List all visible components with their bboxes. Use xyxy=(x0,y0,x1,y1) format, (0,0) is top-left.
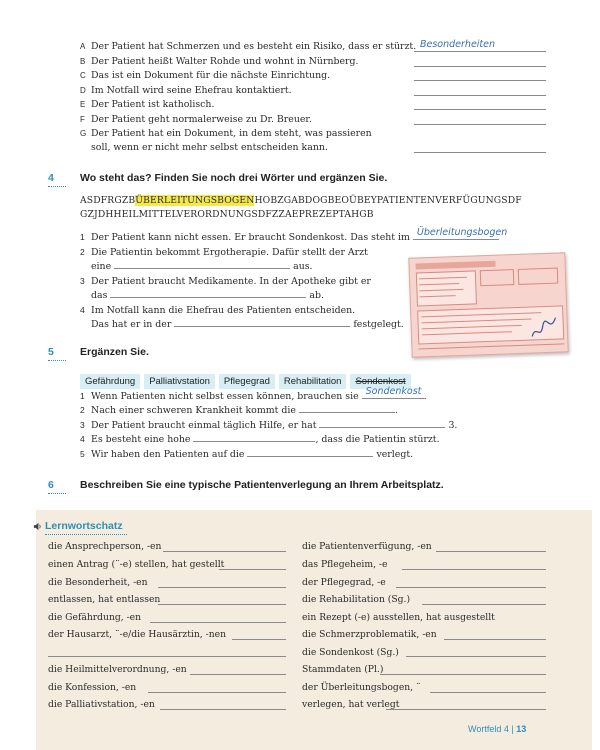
vocab-entry: die Gefährdung, -en xyxy=(48,612,142,623)
answer-blank[interactable] xyxy=(299,404,395,413)
page-number: 13 xyxy=(516,724,527,734)
vocab-line[interactable] xyxy=(402,569,546,570)
vocab-line[interactable] xyxy=(380,674,546,675)
word-chip: Gefährdung xyxy=(80,374,140,389)
exercise-rule xyxy=(48,493,66,494)
handwritten-answer: Besonderheiten xyxy=(420,39,496,50)
answer-line[interactable] xyxy=(414,66,546,67)
prescription-form-image xyxy=(408,252,568,357)
exercise-6-number: 6 xyxy=(48,479,54,491)
answer-line[interactable] xyxy=(414,124,546,125)
vocab-line[interactable] xyxy=(160,709,286,710)
answer-blank[interactable] xyxy=(114,260,290,269)
vocab-line[interactable] xyxy=(190,674,286,675)
answer-line[interactable] xyxy=(414,95,546,96)
vocab-line[interactable] xyxy=(219,569,286,570)
vocab-entry: die Schmerzproblematik, -en xyxy=(302,629,437,640)
vocab-entry: die Heilmittelverordnung, -en xyxy=(48,664,187,675)
vocab-entry: die Sondenkost (Sg.) xyxy=(302,647,399,658)
answer-blank[interactable]: Sondenkost xyxy=(362,390,424,399)
vocab-entry: die Ansprechperson, -en xyxy=(48,541,162,552)
section-label: Wortfeld 4 xyxy=(468,724,509,734)
vocab-line[interactable] xyxy=(436,551,546,552)
exercise-4-number: 4 xyxy=(48,172,54,184)
list-item: E Der Patient ist katholisch. xyxy=(80,99,215,110)
signature-scribble-icon xyxy=(529,314,558,343)
answer-line[interactable] xyxy=(414,80,546,81)
answer-blank[interactable] xyxy=(193,433,315,442)
exercise-5-sentence: 5 Wir haben den Patienten auf die verlegt. xyxy=(80,449,414,460)
exercise-4-sentence: das ab. xyxy=(91,290,324,301)
word-chip-used: Sondenkost xyxy=(350,374,410,389)
vocab-entry: entlassen, hat entlassen xyxy=(48,594,161,605)
exercise-rule xyxy=(48,360,66,361)
exercise-4-heading: Wo steht das? Finden Sie noch drei Wörter und ergänzen Sie. xyxy=(80,172,388,184)
vocab-line[interactable] xyxy=(430,692,546,693)
list-item: A Der Patient hat Schmerzen und es besteht ein Risiko, dass er stürzt. xyxy=(80,41,417,52)
vocab-entry: die Patientenverfügung, -en xyxy=(302,541,432,552)
exercise-rule xyxy=(48,186,66,187)
speaker-icon[interactable] xyxy=(33,522,42,531)
exercise-5-sentence: 3 Der Patient braucht einmal täglich Hilfe, er hat 3. xyxy=(80,420,458,431)
exercise-4-sentence: 1 Der Patient kann nicht essen. Er braucht Sondenkost. Das steht im Überleitungsbogen xyxy=(80,227,508,243)
exercise-5-sentence: 4 Es besteht eine hohe , dass die Patientin stürzt. xyxy=(80,434,440,445)
vocab-line[interactable] xyxy=(232,639,286,640)
footer-separator: | xyxy=(511,724,514,734)
exercise-4-sentence: 2 Die Patientin bekommt Ergotherapie. Dafür stellt der Arzt xyxy=(80,247,368,258)
answer-blank[interactable] xyxy=(319,419,445,428)
answer-line[interactable] xyxy=(414,109,546,110)
list-item-continuation: soll, wenn er nicht mehr selbst entscheiden kann. xyxy=(91,142,328,153)
word-grid-line-2: GZJDHHEILMITTELVERORDNUNGSDFZZAEPREZEPTAHGB xyxy=(80,209,374,220)
word-chip: Palliativstation xyxy=(144,374,215,389)
vocab-line[interactable] xyxy=(163,551,286,552)
answer-blank[interactable]: Überleitungsbogen xyxy=(413,231,499,240)
answer-line[interactable] xyxy=(414,51,546,52)
vocab-entry: der Überleitungsbogen, ¨ xyxy=(302,682,421,693)
page-footer xyxy=(468,724,526,734)
exercise-5-sentence: 1 Wenn Patienten nicht selbst essen können, brauchen sie Sondenkost . xyxy=(80,386,427,402)
word-grid-line-1: ASDFRGZBÜBERLEITUNGSBOGENHOBZGABDOGBEOÜBEYPATIENTENVERFÜGUNGSDF xyxy=(80,195,522,206)
vocab-entry: Stammdaten (Pl.) xyxy=(302,664,384,675)
word-chip: Rehabilitation xyxy=(279,374,347,389)
list-item: B Der Patient heißt Walter Rohde und wohnt in Nürnberg. xyxy=(80,56,359,67)
exercise-4-sentence: eine aus. xyxy=(91,261,313,272)
highlighted-word: ÜBERLEITUNGSBOGEN xyxy=(135,195,255,206)
vocab-line[interactable] xyxy=(158,587,286,588)
vocab-entry: der Pflegegrad, -e xyxy=(302,577,386,588)
vocab-line[interactable] xyxy=(444,639,546,640)
exercise-4-sentence: Das hat er in der festgelegt. xyxy=(91,319,404,330)
vocab-entry: die Konfession, -en xyxy=(48,682,137,693)
vocab-line[interactable] xyxy=(158,604,286,605)
vocab-entry: die Palliativstation, -en xyxy=(48,699,155,710)
word-chip: Pflegegrad xyxy=(219,374,275,389)
vocab-line[interactable] xyxy=(48,656,286,657)
vocab-entry: verlegen, hat verlegt xyxy=(302,699,400,710)
vocab-entry: ein Rezept (-e) ausstellen, hat ausgestellt xyxy=(302,612,495,623)
exercise-5-number: 5 xyxy=(48,346,54,358)
vocab-line[interactable] xyxy=(406,656,546,657)
vocab-line[interactable] xyxy=(386,709,546,710)
list-item: C Das ist ein Dokument für die nächste Einrichtung. xyxy=(80,70,331,81)
vocabulary-title: Lernwortschatz xyxy=(45,520,123,532)
vocab-line[interactable] xyxy=(396,587,546,588)
exercise-5-heading: Ergänzen Sie. xyxy=(80,346,149,358)
vocab-entry: die Rehabilitation (Sg.) xyxy=(302,594,411,605)
answer-line[interactable] xyxy=(414,152,546,153)
answer-blank[interactable] xyxy=(174,318,350,327)
vocab-entry: die Besonderheit, -en xyxy=(48,577,148,588)
answer-blank[interactable] xyxy=(247,448,373,457)
vocab-line[interactable] xyxy=(422,604,546,605)
answer-blank[interactable] xyxy=(110,289,306,298)
vocab-line[interactable] xyxy=(148,692,286,693)
exercise-6-heading: Beschreiben Sie eine typische Patientenverlegung an Ihrem Arbeitsplatz. xyxy=(80,479,444,491)
list-item: D Im Notfall wird seine Ehefrau kontaktiert. xyxy=(80,85,292,96)
word-bank xyxy=(80,369,415,389)
vocab-line[interactable] xyxy=(150,622,286,623)
exercise-5-sentence: 2 Nach einer schweren Krankheit kommt die . xyxy=(80,405,398,416)
exercise-4-sentence: 3 Der Patient braucht Medikamente. In der Apotheke gibt er xyxy=(80,276,371,287)
vocab-entry: der Hausarzt, ¨-e/die Hausärztin, -nen xyxy=(48,629,226,640)
title-rule xyxy=(45,534,127,535)
list-item: G Der Patient hat ein Dokument, in dem steht, was passieren xyxy=(80,128,372,139)
vocab-entry: einen Antrag (¨-e) stellen, hat gestellt xyxy=(48,559,225,570)
list-item: F Der Patient geht normalerweise zu Dr. Breuer. xyxy=(80,114,312,125)
exercise-4-sentence: 4 Im Notfall kann die Ehefrau des Patienten entscheiden. xyxy=(80,305,356,316)
vocab-entry: das Pflegeheim, -e xyxy=(302,559,388,570)
